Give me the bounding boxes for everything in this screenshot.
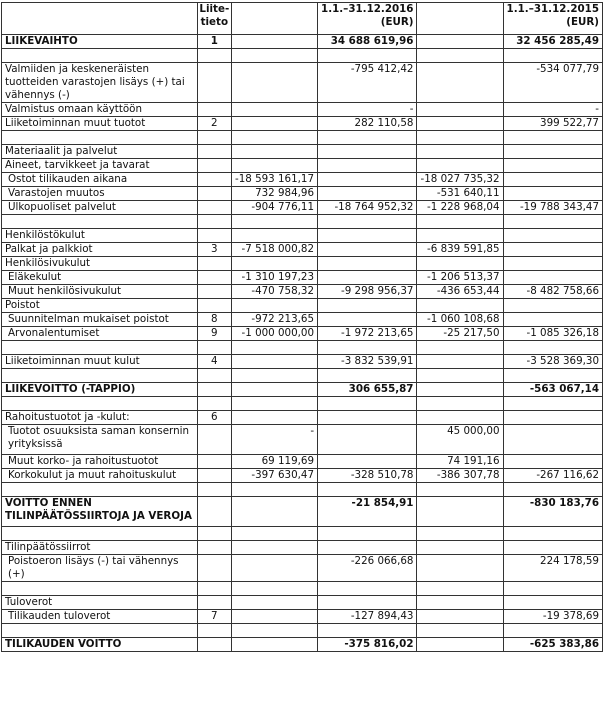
empty-cell [2, 131, 198, 145]
empty-cell [197, 582, 231, 596]
empty-cell [417, 215, 503, 229]
empty-cell [417, 483, 503, 497]
empty-cell [231, 215, 317, 229]
amount-2015-detail [417, 411, 503, 425]
line-item-row [2, 63, 603, 103]
spacer-row [2, 527, 603, 541]
header-row [2, 3, 603, 35]
amount-2015-detail [417, 117, 503, 131]
empty-cell [417, 527, 503, 541]
amount-2015-total [503, 271, 602, 285]
empty-cell [417, 49, 503, 63]
amount-2016-total: - [318, 103, 417, 117]
amount-2016-detail [231, 555, 317, 582]
line-item-row [2, 469, 603, 483]
amount-2016-total: -9 298 956,37 [318, 285, 417, 299]
amount-2016-detail [231, 497, 317, 527]
amount-2016-total [318, 173, 417, 187]
amount-2015-total [503, 145, 602, 159]
amount-2015-total: -1 085 326,18 [503, 327, 602, 341]
amount-2016-detail [231, 383, 317, 397]
line-item-label: Liiketoiminnan muut kulut [2, 355, 198, 369]
empty-cell [231, 341, 317, 355]
amount-2016-detail [231, 411, 317, 425]
empty-cell [2, 341, 198, 355]
amount-2015-detail: -1 206 513,37 [417, 271, 503, 285]
amount-2015-total: -8 482 758,66 [503, 285, 602, 299]
amount-2016-total [318, 541, 417, 555]
amount-2015-total [503, 455, 602, 469]
empty-cell [197, 131, 231, 145]
amount-2015-total [503, 173, 602, 187]
amount-2015-total [503, 425, 602, 455]
spacer-row [2, 624, 603, 638]
period-2015-label: 1.1.–31.12.2015 [506, 3, 599, 15]
spacer-row [2, 369, 603, 383]
note-reference [197, 455, 231, 469]
amount-2015-total: -267 116,62 [503, 469, 602, 483]
amount-2016-detail: 732 984,96 [231, 187, 317, 201]
amount-2015-total: 224 178,59 [503, 555, 602, 582]
amount-2015-total [503, 313, 602, 327]
amount-2016-detail [231, 103, 317, 117]
amount-2015-detail: 74 191,16 [417, 455, 503, 469]
amount-2015-detail [417, 610, 503, 624]
note-reference [197, 285, 231, 299]
spacer-row [2, 341, 603, 355]
empty-cell [503, 527, 602, 541]
line-item-row [2, 425, 603, 455]
line-item-row [2, 610, 603, 624]
empty-cell [417, 397, 503, 411]
line-item-row [2, 555, 603, 582]
amount-2015-total [503, 299, 602, 313]
note-reference [197, 257, 231, 271]
line-item-row [2, 541, 603, 555]
empty-cell [231, 131, 317, 145]
note-reference [197, 63, 231, 103]
line-item-label: Poistot [2, 299, 198, 313]
amount-2015-total: -625 383,86 [503, 638, 602, 652]
line-item-label: Valmiiden ja keskeneräisten tuotteiden varastojen lisäys (+) tai vähennys (-) [2, 63, 198, 103]
note-reference [197, 596, 231, 610]
amount-2015-total [503, 257, 602, 271]
empty-cell [2, 527, 198, 541]
empty-cell [503, 131, 602, 145]
amount-2016-detail: - [231, 425, 317, 455]
amount-2016-total: -328 510,78 [318, 469, 417, 483]
note-reference: 4 [197, 355, 231, 369]
header-spacer-2016 [231, 3, 317, 35]
empty-cell [503, 341, 602, 355]
note-reference [197, 201, 231, 215]
amount-2015-detail: -386 307,78 [417, 469, 503, 483]
amount-2015-total [503, 159, 602, 173]
amount-2016-total: -3 832 539,91 [318, 355, 417, 369]
line-item-label: Rahoitustuotot ja -kulut: [2, 411, 198, 425]
amount-2015-total: -19 788 343,47 [503, 201, 602, 215]
spacer-row [2, 131, 603, 145]
amount-2016-detail [231, 145, 317, 159]
amount-2016-detail [231, 541, 317, 555]
line-item-row [2, 187, 603, 201]
empty-cell [318, 131, 417, 145]
header-spacer-2015 [417, 3, 503, 35]
line-item-row [2, 596, 603, 610]
amount-2016-total [318, 271, 417, 285]
note-reference [197, 145, 231, 159]
amount-2016-detail [231, 229, 317, 243]
empty-cell [417, 624, 503, 638]
amount-2016-total [318, 243, 417, 257]
empty-cell [2, 582, 198, 596]
line-item-label: Suunnitelman mukaiset poistot [2, 313, 198, 327]
line-item-row [2, 327, 603, 341]
amount-2016-detail: -397 630,47 [231, 469, 317, 483]
amount-2016-total: -375 816,02 [318, 638, 417, 652]
note-reference [197, 159, 231, 173]
empty-cell [231, 483, 317, 497]
empty-cell [197, 215, 231, 229]
amount-2015-total: -830 183,76 [503, 497, 602, 527]
amount-2016-total [318, 145, 417, 159]
empty-cell [231, 624, 317, 638]
total-row [2, 35, 603, 49]
line-item-label: Poistoeron lisäys (-) tai vähennys (+) [2, 555, 198, 582]
amount-2016-detail [231, 159, 317, 173]
line-item-label: Tilinpäätössiirrot [2, 541, 198, 555]
line-item-label: Valmistus omaan käyttöön [2, 103, 198, 117]
amount-2015-detail [417, 103, 503, 117]
line-item-row [2, 355, 603, 369]
empty-cell [503, 369, 602, 383]
unit-2016-label: (EUR) [380, 16, 414, 28]
note-reference [197, 555, 231, 582]
amount-2015-detail [417, 541, 503, 555]
empty-cell [197, 49, 231, 63]
amount-2016-detail: -904 776,11 [231, 201, 317, 215]
line-item-label: Muut henkilösivukulut [2, 285, 198, 299]
amount-2015-detail: -531 640,11 [417, 187, 503, 201]
amount-2016-detail: -470 758,32 [231, 285, 317, 299]
note-reference: 8 [197, 313, 231, 327]
line-item-label: LIIKEVOITTO (-TAPPIO) [2, 383, 198, 397]
amount-2015-detail [417, 638, 503, 652]
amount-2016-detail [231, 257, 317, 271]
amount-2016-detail: -7 518 000,82 [231, 243, 317, 257]
empty-cell [318, 341, 417, 355]
amount-2016-total: -127 894,43 [318, 610, 417, 624]
empty-cell [417, 369, 503, 383]
line-item-label: Arvonalentumiset [2, 327, 198, 341]
amount-2016-total [318, 257, 417, 271]
amount-2016-total [318, 425, 417, 455]
amount-2016-detail [231, 299, 317, 313]
amount-2015-detail [417, 355, 503, 369]
amount-2015-total [503, 596, 602, 610]
amount-2016-total [318, 411, 417, 425]
spacer-row [2, 582, 603, 596]
empty-cell [503, 582, 602, 596]
period-2016-header [318, 3, 417, 35]
empty-cell [318, 215, 417, 229]
amount-2015-total: - [503, 103, 602, 117]
amount-2015-total: -534 077,79 [503, 63, 602, 103]
line-item-label: Tilikauden tuloverot [2, 610, 198, 624]
empty-cell [503, 397, 602, 411]
line-item-row [2, 159, 603, 173]
amount-2015-total [503, 229, 602, 243]
empty-cell [2, 215, 198, 229]
total-row [2, 497, 603, 527]
empty-cell [2, 369, 198, 383]
amount-2015-detail [417, 145, 503, 159]
amount-2016-total: -18 764 952,32 [318, 201, 417, 215]
line-item-row [2, 313, 603, 327]
amount-2016-detail [231, 638, 317, 652]
amount-2015-detail [417, 35, 503, 49]
empty-cell [197, 369, 231, 383]
amount-2015-detail: -6 839 591,85 [417, 243, 503, 257]
amount-2015-total: 32 456 285,49 [503, 35, 602, 49]
line-item-label: LIIKEVAIHTO [2, 35, 198, 49]
amount-2016-detail [231, 610, 317, 624]
amount-2016-detail [231, 117, 317, 131]
amount-2016-total: 34 688 619,96 [318, 35, 417, 49]
line-item-label: Eläkekulut [2, 271, 198, 285]
line-item-row [2, 201, 603, 215]
amount-2015-detail [417, 596, 503, 610]
spacer-row [2, 215, 603, 229]
line-item-label: Palkat ja palkkiot [2, 243, 198, 257]
line-item-row [2, 103, 603, 117]
line-item-row [2, 243, 603, 257]
line-item-row [2, 257, 603, 271]
empty-cell [417, 131, 503, 145]
amount-2016-detail: -1 310 197,23 [231, 271, 317, 285]
empty-cell [503, 624, 602, 638]
line-item-row [2, 271, 603, 285]
amount-2015-detail [417, 383, 503, 397]
line-item-label: Muut korko- ja rahoitustuotot [2, 455, 198, 469]
note-reference: 2 [197, 117, 231, 131]
line-item-label: Tuotot osuuksista saman konsernin yrityksissä [2, 425, 198, 455]
amount-2015-detail [417, 229, 503, 243]
line-item-row [2, 117, 603, 131]
amount-2016-detail: 69 119,69 [231, 455, 317, 469]
amount-2015-detail [417, 63, 503, 103]
line-item-row [2, 299, 603, 313]
amount-2016-total: 306 655,87 [318, 383, 417, 397]
amount-2016-detail: -972 213,65 [231, 313, 317, 327]
note-reference [197, 187, 231, 201]
note-reference [197, 383, 231, 397]
amount-2016-detail: -1 000 000,00 [231, 327, 317, 341]
empty-cell [503, 49, 602, 63]
amount-2016-total [318, 455, 417, 469]
amount-2016-detail [231, 35, 317, 49]
amount-2015-total [503, 411, 602, 425]
amount-2015-detail [417, 497, 503, 527]
empty-cell [231, 49, 317, 63]
period-2015-header [503, 3, 602, 35]
line-item-row [2, 173, 603, 187]
note-reference [197, 229, 231, 243]
line-item-label: Varastojen muutos [2, 187, 198, 201]
empty-cell [231, 369, 317, 383]
amount-2016-total [318, 313, 417, 327]
empty-cell [318, 49, 417, 63]
empty-cell [417, 341, 503, 355]
empty-cell [197, 341, 231, 355]
line-item-label: Ulkopuoliset palvelut [2, 201, 198, 215]
amount-2015-total [503, 187, 602, 201]
amount-2016-total: -795 412,42 [318, 63, 417, 103]
line-item-label: Ostot tilikauden aikana [2, 173, 198, 187]
empty-cell [503, 215, 602, 229]
amount-2016-total [318, 187, 417, 201]
amount-2015-detail [417, 555, 503, 582]
spacer-row [2, 397, 603, 411]
amount-2016-total: -1 972 213,65 [318, 327, 417, 341]
empty-cell [2, 49, 198, 63]
empty-cell [318, 527, 417, 541]
line-item-label: Liiketoiminnan muut tuotot [2, 117, 198, 131]
amount-2016-total: 282 110,58 [318, 117, 417, 131]
amount-2016-total [318, 229, 417, 243]
line-item-label: Korkokulut ja muut rahoituskulut [2, 469, 198, 483]
note-reference [197, 173, 231, 187]
line-item-label: TILIKAUDEN VOITTO [2, 638, 198, 652]
empty-cell [2, 624, 198, 638]
line-item-label: Tuloverot [2, 596, 198, 610]
note-reference [197, 497, 231, 527]
line-item-row [2, 411, 603, 425]
amount-2016-total [318, 299, 417, 313]
empty-cell [2, 397, 198, 411]
line-item-label: Aineet, tarvikkeet ja tavarat [2, 159, 198, 173]
amount-2016-detail [231, 596, 317, 610]
total-row [2, 383, 603, 397]
empty-cell [318, 624, 417, 638]
empty-cell [231, 582, 317, 596]
empty-cell [318, 369, 417, 383]
note-reference [197, 541, 231, 555]
empty-cell [318, 483, 417, 497]
amount-2015-total [503, 243, 602, 257]
amount-2016-detail: -18 593 161,17 [231, 173, 317, 187]
note-reference [197, 103, 231, 117]
total-row [2, 638, 603, 652]
amount-2016-total: -226 066,68 [318, 555, 417, 582]
line-item-row [2, 229, 603, 243]
empty-cell [2, 483, 198, 497]
empty-cell [231, 397, 317, 411]
amount-2015-total [503, 541, 602, 555]
empty-cell [197, 397, 231, 411]
amount-2015-total: 399 522,77 [503, 117, 602, 131]
amount-2015-detail: -1 228 968,04 [417, 201, 503, 215]
spacer-row [2, 483, 603, 497]
amount-2015-detail: -1 060 108,68 [417, 313, 503, 327]
note-column-header: Liite-tieto [197, 3, 231, 35]
amount-2016-total [318, 596, 417, 610]
amount-2016-total [318, 159, 417, 173]
note-reference [197, 469, 231, 483]
amount-2015-detail [417, 257, 503, 271]
amount-2015-detail: 45 000,00 [417, 425, 503, 455]
note-reference [197, 271, 231, 285]
amount-2016-total: -21 854,91 [318, 497, 417, 527]
spacer-row [2, 49, 603, 63]
note-reference [197, 425, 231, 455]
line-item-row [2, 285, 603, 299]
line-item-label: VOITTO ENNEN TILINPÄÄTÖSSIIRTOJA JA VEROJA [2, 497, 198, 527]
empty-cell [231, 527, 317, 541]
note-reference [197, 299, 231, 313]
line-item-row [2, 455, 603, 469]
note-reference: 1 [197, 35, 231, 49]
empty-cell [197, 527, 231, 541]
amount-2015-total: -3 528 369,30 [503, 355, 602, 369]
amount-2016-detail [231, 355, 317, 369]
empty-cell [318, 582, 417, 596]
note-reference [197, 638, 231, 652]
empty-cell [197, 624, 231, 638]
amount-2015-detail: -436 653,44 [417, 285, 503, 299]
empty-cell [318, 397, 417, 411]
line-item-label: Henkilöstökulut [2, 229, 198, 243]
amount-2015-detail: -25 217,50 [417, 327, 503, 341]
empty-cell [417, 582, 503, 596]
note-reference: 3 [197, 243, 231, 257]
empty-cell [197, 483, 231, 497]
amount-2015-total: -19 378,69 [503, 610, 602, 624]
income-statement-table [1, 2, 603, 652]
amount-2016-detail [231, 63, 317, 103]
header-label-cell [2, 3, 198, 35]
line-item-label: Henkilösivukulut [2, 257, 198, 271]
line-item-label: Materiaalit ja palvelut [2, 145, 198, 159]
amount-2015-detail: -18 027 735,32 [417, 173, 503, 187]
amount-2015-detail [417, 159, 503, 173]
empty-cell [503, 483, 602, 497]
period-2016-label: 1.1.–31.12.2016 [321, 3, 414, 15]
note-reference: 7 [197, 610, 231, 624]
note-reference: 6 [197, 411, 231, 425]
note-reference: 9 [197, 327, 231, 341]
line-item-row [2, 145, 603, 159]
amount-2015-detail [417, 299, 503, 313]
unit-2015-label: (EUR) [566, 16, 599, 28]
amount-2015-total: -563 067,14 [503, 383, 602, 397]
